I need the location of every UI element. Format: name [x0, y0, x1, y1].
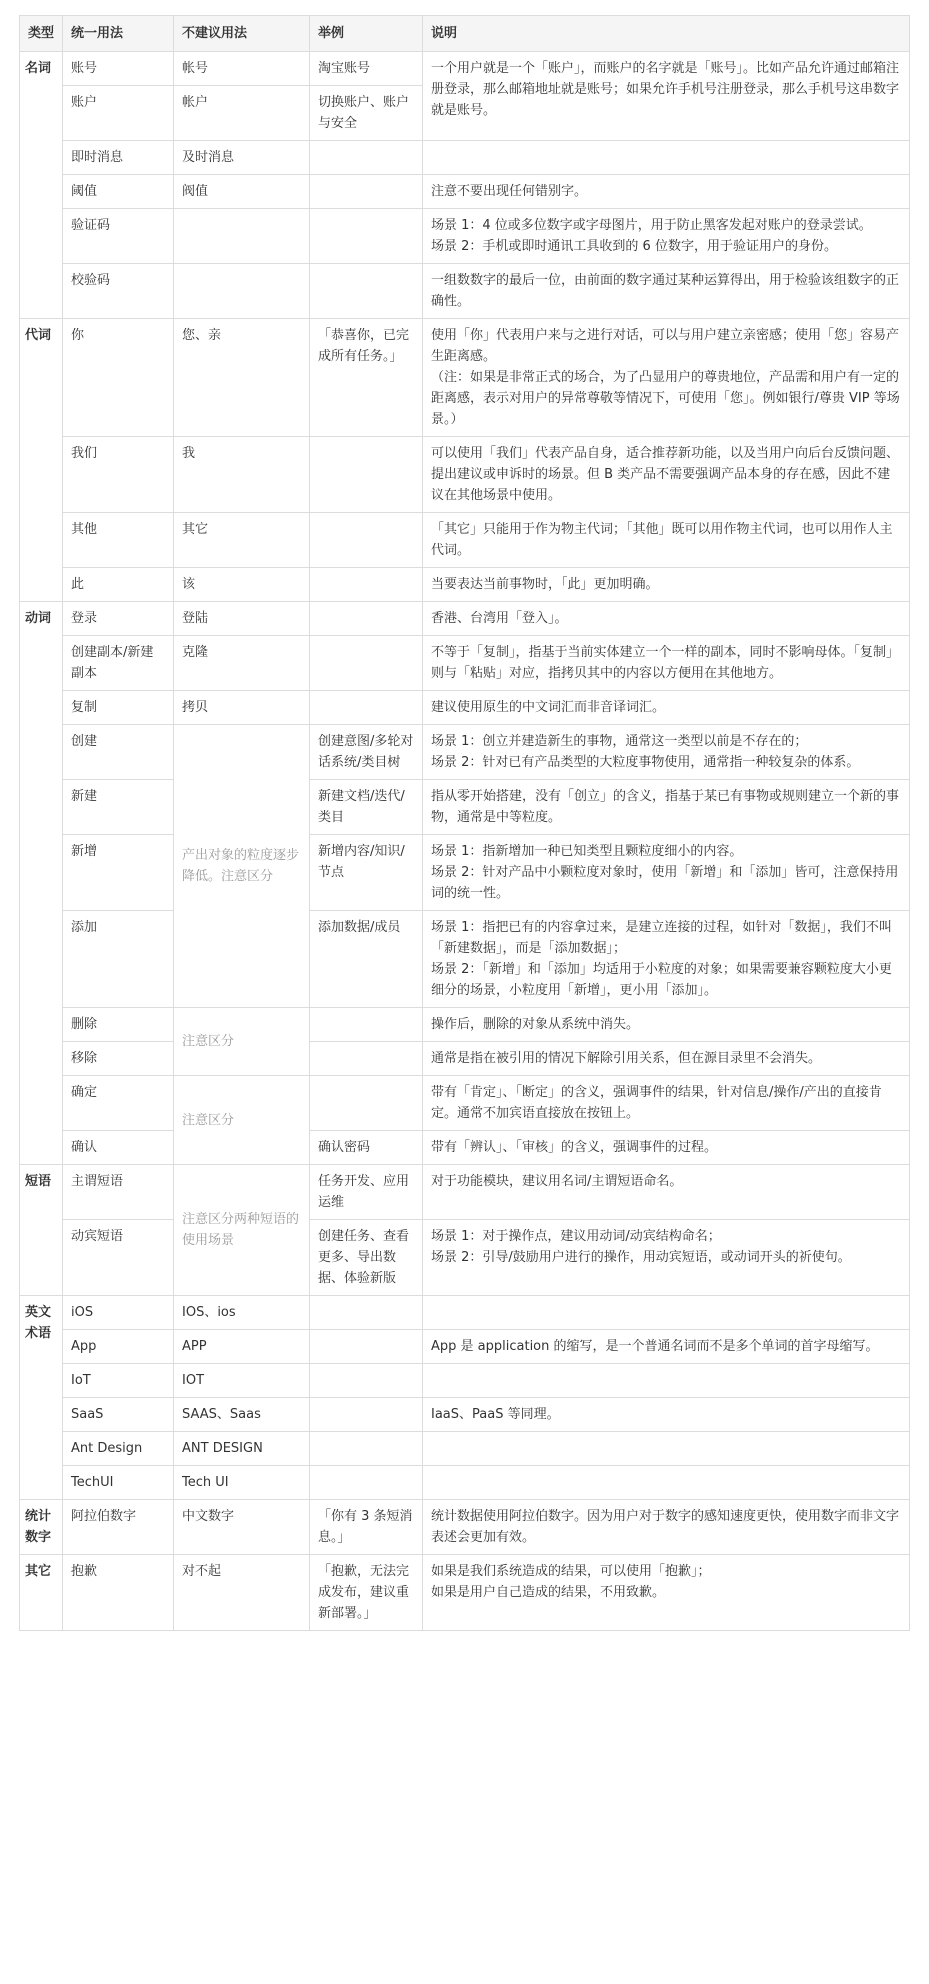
example-cell: [310, 1008, 423, 1042]
note-cell: [423, 835, 910, 911]
table-row: [20, 636, 910, 691]
bad-usage-cell: 对不起: [174, 1555, 310, 1631]
note-cell: [423, 175, 910, 209]
bad-usage-cell: APP: [174, 1330, 310, 1364]
example-cell: [310, 264, 423, 319]
example-cell: 「恭喜你，已完成所有任务。」: [310, 319, 423, 437]
note-cell: [423, 911, 910, 1008]
note-line: 如果是用户自己造成的结果，不用致歉。: [431, 1585, 666, 1600]
table-row: [20, 1220, 910, 1296]
note-cell: [423, 691, 910, 725]
note-line: 场景 1：指把已有的内容拿过来，是建立连接的过程，如针对「数据」，我们不叫「新建数据」，而是「添加数据」；: [431, 920, 892, 956]
table-row: [20, 568, 910, 602]
table-row: [20, 725, 910, 780]
example-cell: 创建意图/多轮对话系统/类目树: [310, 725, 423, 780]
bad-usage-cell: 该: [174, 568, 310, 602]
note-cell: [423, 1042, 910, 1076]
bad-usage-cell: 登陆: [174, 602, 310, 636]
table-row: [20, 52, 910, 86]
table-row: [20, 1008, 910, 1042]
category-cell: 其它: [20, 1555, 63, 1631]
term-cell: SaaS: [63, 1398, 174, 1432]
table-row: [20, 264, 910, 319]
note-cell: [423, 1466, 910, 1500]
table-row: [20, 835, 910, 911]
note-cell: [423, 513, 910, 568]
example-cell: 创建任务、查看更多、导出数据、体验新版: [310, 1220, 423, 1296]
example-cell: [310, 602, 423, 636]
table-row: [20, 602, 910, 636]
bad-usage-cell: 及时消息: [174, 141, 310, 175]
example-cell: [310, 141, 423, 175]
example-cell: [310, 1432, 423, 1466]
bad-usage-cell: 帐号: [174, 52, 310, 86]
bad-usage-cell: 克隆: [174, 636, 310, 691]
example-cell: 新建文档/迭代/类目: [310, 780, 423, 835]
bad-usage-cell: 我: [174, 437, 310, 513]
example-cell: 切换账户、账户与安全: [310, 86, 423, 141]
table-row: [20, 911, 910, 1008]
table-row: [20, 1364, 910, 1398]
term-cell: 新增: [63, 835, 174, 911]
note-line: 对于功能模块，建议用名词/主谓短语命名。: [431, 1174, 683, 1189]
note-cell: [423, 319, 910, 437]
term-cell: 你: [63, 319, 174, 437]
term-cell: 验证码: [63, 209, 174, 264]
category-cell: 统计数字: [20, 1500, 63, 1555]
note-line: 统计数据使用阿拉伯数字。因为用户对于数字的感知速度更快，使用数字而非文字表述会更加有效。: [431, 1509, 900, 1545]
note-line: 场景 2：「新增」和「添加」均适用于小粒度的对象；如果需要兼容颗粒度大小更细分的场景，小粒度用「新增」，更小用「添加」。: [431, 962, 892, 998]
category-cell: 代词: [20, 319, 63, 602]
header-type: 类型: [20, 16, 63, 52]
example-cell: [310, 437, 423, 513]
note-line: 一组数数字的最后一位，由前面的数字通过某种运算得出，用于检验该组数字的正确性。: [431, 273, 900, 309]
note-line: 场景 2：针对产品中小颗粒度对象时，使用「新增」和「添加」皆可，注意保持用词的统一性。: [431, 865, 899, 901]
example-cell: [310, 636, 423, 691]
note-line: 一个用户就是一个「账户」，而账户的名字就是「账号」。比如产品允许通过邮箱注册登录，那么邮箱地址就是账号；如果允许手机号注册登录，那么手机号这串数字就是账号。: [431, 61, 900, 118]
term-cell: 校验码: [63, 264, 174, 319]
table-row: [20, 1296, 910, 1330]
note-cell: [423, 1131, 910, 1165]
bad-usage-cell: 帐户: [174, 86, 310, 141]
note-cell: [423, 568, 910, 602]
bad-usage-cell: 阀值: [174, 175, 310, 209]
term-cell: 阈值: [63, 175, 174, 209]
note-cell: [423, 1296, 910, 1330]
header-term: 统一用法: [63, 16, 174, 52]
note-line: （注：如果是非常正式的场合，为了凸显用户的尊贵地位，产品需和用户有一定的距离感，表示对用户的异常尊敬等情况下，可使用「您」。例如银行/尊贵 VIP 等场景。）: [431, 370, 900, 427]
note-line: 不等于「复制」，指基于当前实体建立一个一样的副本，同时不影响母体。「复制」则与「粘贴」对应，指拷贝其中的内容以方便用在其他地方。: [431, 645, 900, 681]
table-row: [20, 141, 910, 175]
category-cell: 短语: [20, 1165, 63, 1296]
note-cell: [423, 264, 910, 319]
note-line: 可以使用「我们」代表产品自身，适合推荐新功能，以及当用户向后台反馈问题、提出建议或申诉时的场景。但 B 类产品不需要强调产品本身的存在感，因此不建议在其他场景中使用。: [431, 446, 900, 503]
example-cell: [310, 1398, 423, 1432]
note-cell: [423, 1432, 910, 1466]
example-cell: 「你有 3 条短消息。」: [310, 1500, 423, 1555]
table-row: [20, 780, 910, 835]
note-line: 场景 1：4 位或多位数字或字母图片，用于防止黑客发起对账户的登录尝试。: [431, 218, 872, 233]
category-cell: 名词: [20, 52, 63, 319]
table-row: [20, 209, 910, 264]
example-cell: [310, 1076, 423, 1131]
bad-usage-cell: IOT: [174, 1364, 310, 1398]
note-cell: [423, 1330, 910, 1364]
example-cell: 「抱歉，无法完成发布，建议重新部署。」: [310, 1555, 423, 1631]
table-row: [20, 513, 910, 568]
note-cell: [423, 602, 910, 636]
bad-usage-cell: 中文数字: [174, 1500, 310, 1555]
note-line: 带有「肯定」、「断定」的含义，强调事件的结果，针对信息/操作/产出的直接肯定。通常不加宾语直接放在按钮上。: [431, 1085, 882, 1121]
table-row: [20, 1131, 910, 1165]
note-line: 注意不要出现任何错别字。: [431, 184, 588, 199]
note-line: IaaS、PaaS 等同理。: [431, 1407, 560, 1422]
term-cell: 此: [63, 568, 174, 602]
example-cell: [310, 1364, 423, 1398]
example-cell: [310, 1296, 423, 1330]
example-cell: 淘宝账号: [310, 52, 423, 86]
table-row: [20, 1432, 910, 1466]
table-row: [20, 691, 910, 725]
term-cell: 账号: [63, 52, 174, 86]
note-cell: [423, 52, 910, 141]
header-note: 说明: [423, 16, 910, 52]
note-line: 场景 2：手机或即时通讯工具收到的 6 位数字，用于验证用户的身份。: [431, 239, 837, 254]
category-cell: 英文术语: [20, 1296, 63, 1500]
table-row: [20, 1500, 910, 1555]
example-cell: 任务开发、应用运维: [310, 1165, 423, 1220]
example-cell: [310, 691, 423, 725]
table-row: [20, 1466, 910, 1500]
term-cell: IoT: [63, 1364, 174, 1398]
note-line: 场景 1：对于操作点，建议用动词/动宾结构命名；: [431, 1229, 721, 1244]
term-cell: 创建副本/新建副本: [63, 636, 174, 691]
note-cell: [423, 636, 910, 691]
note-line: 场景 2：针对已有产品类型的大粒度事物使用，通常指一种较复杂的体系。: [431, 755, 860, 770]
terminology-table: [19, 15, 910, 1631]
example-cell: 新增内容/知识/节点: [310, 835, 423, 911]
bad-usage-cell: IOS、ios: [174, 1296, 310, 1330]
note-line: 场景 2：引导/鼓励用户进行的操作，用动宾短语，或动词开头的祈使句。: [431, 1250, 851, 1265]
table-row: [20, 1076, 910, 1131]
term-cell: Ant Design: [63, 1432, 174, 1466]
term-cell: 其他: [63, 513, 174, 568]
term-cell: 添加: [63, 911, 174, 1008]
table-row: [20, 437, 910, 513]
note-line: 建议使用原生的中文词汇而非音译词汇。: [431, 700, 666, 715]
term-cell: 抱歉: [63, 1555, 174, 1631]
note-line: 场景 1：创立并建造新生的事物，通常这一类型以前是不存在的；: [431, 734, 808, 749]
note-line: 「其它」只能用于作为物主代词；「其他」既可以用作物主代词，也可以用作人主代词。: [431, 522, 893, 558]
note-cell: [423, 1220, 910, 1296]
note-cell: [423, 437, 910, 513]
bad-usage-cell: 其它: [174, 513, 310, 568]
note-cell: [423, 725, 910, 780]
note-cell: [423, 1555, 910, 1631]
note-line: 通常是指在被引用的情况下解除引用关系，但在源目录里不会消失。: [431, 1051, 822, 1066]
note-line: 当要表达当前事物时，「此」更加明确。: [431, 577, 659, 592]
table-row: [20, 175, 910, 209]
term-cell: iOS: [63, 1296, 174, 1330]
term-cell: 账户: [63, 86, 174, 141]
header-row: [20, 16, 910, 52]
table-row: [20, 319, 910, 437]
note-line: 指从零开始搭建，没有「创立」的含义，指基于某已有事物或规则建立一个新的事物，通常是中等粒度。: [431, 789, 900, 825]
note-line: 带有「辨认」、「审核」的含义，强调事件的过程。: [431, 1140, 718, 1155]
example-cell: 添加数据/成员: [310, 911, 423, 1008]
term-cell: 即时消息: [63, 141, 174, 175]
term-cell: 移除: [63, 1042, 174, 1076]
table-row: [20, 1555, 910, 1631]
note-line: App 是 application 的缩写，是一个普通名词而不是多个单词的首字母缩写。: [431, 1339, 879, 1354]
bad-usage-cell: 注意区分: [174, 1008, 310, 1076]
note-line: 操作后，删除的对象从系统中消失。: [431, 1017, 640, 1032]
bad-usage-cell: SAAS、Saas: [174, 1398, 310, 1432]
bad-usage-cell: 注意区分: [174, 1076, 310, 1165]
bad-usage-cell: ANT DESIGN: [174, 1432, 310, 1466]
term-cell: App: [63, 1330, 174, 1364]
note-cell: [423, 209, 910, 264]
note-line: 场景 1：指新增加一种已知类型且颗粒度细小的内容。: [431, 844, 743, 859]
term-cell: 新建: [63, 780, 174, 835]
term-cell: 复制: [63, 691, 174, 725]
note-cell: [423, 780, 910, 835]
note-cell: [423, 1500, 910, 1555]
note-cell: [423, 1008, 910, 1042]
term-cell: TechUI: [63, 1466, 174, 1500]
term-cell: 删除: [63, 1008, 174, 1042]
header-example: 举例: [310, 16, 423, 52]
table-row: [20, 1398, 910, 1432]
table-row: [20, 1330, 910, 1364]
bad-usage-cell: 注意区分两种短语的使用场景: [174, 1165, 310, 1296]
table-row: [20, 1165, 910, 1220]
note-line: 如果是我们系统造成的结果，可以使用「抱歉」；: [431, 1564, 711, 1579]
example-cell: [310, 1330, 423, 1364]
term-cell: 动宾短语: [63, 1220, 174, 1296]
example-cell: [310, 209, 423, 264]
example-cell: [310, 568, 423, 602]
term-cell: 创建: [63, 725, 174, 780]
term-cell: 阿拉伯数字: [63, 1500, 174, 1555]
example-cell: [310, 1042, 423, 1076]
term-cell: 登录: [63, 602, 174, 636]
example-cell: 确认密码: [310, 1131, 423, 1165]
bad-usage-cell: 产出对象的粒度逐步降低。注意区分: [174, 725, 310, 1008]
note-cell: [423, 1076, 910, 1131]
note-line: 香港、台湾用「登入」。: [431, 611, 568, 626]
bad-usage-cell: 拷贝: [174, 691, 310, 725]
note-cell: [423, 1398, 910, 1432]
bad-usage-cell: 您、亲: [174, 319, 310, 437]
bad-usage-cell: [174, 264, 310, 319]
note-line: 使用「你」代表用户来与之进行对话，可以与用户建立亲密感；使用「您」容易产生距离感。: [431, 328, 900, 364]
table-row: [20, 1042, 910, 1076]
note-cell: [423, 1165, 910, 1220]
example-cell: [310, 513, 423, 568]
note-cell: [423, 1364, 910, 1398]
example-cell: [310, 1466, 423, 1500]
bad-usage-cell: [174, 209, 310, 264]
term-cell: 确认: [63, 1131, 174, 1165]
note-cell: [423, 141, 910, 175]
example-cell: [310, 175, 423, 209]
term-cell: 主谓短语: [63, 1165, 174, 1220]
category-cell: 动词: [20, 602, 63, 1165]
term-cell: 确定: [63, 1076, 174, 1131]
bad-usage-cell: Tech UI: [174, 1466, 310, 1500]
header-bad: 不建议用法: [174, 16, 310, 52]
term-cell: 我们: [63, 437, 174, 513]
